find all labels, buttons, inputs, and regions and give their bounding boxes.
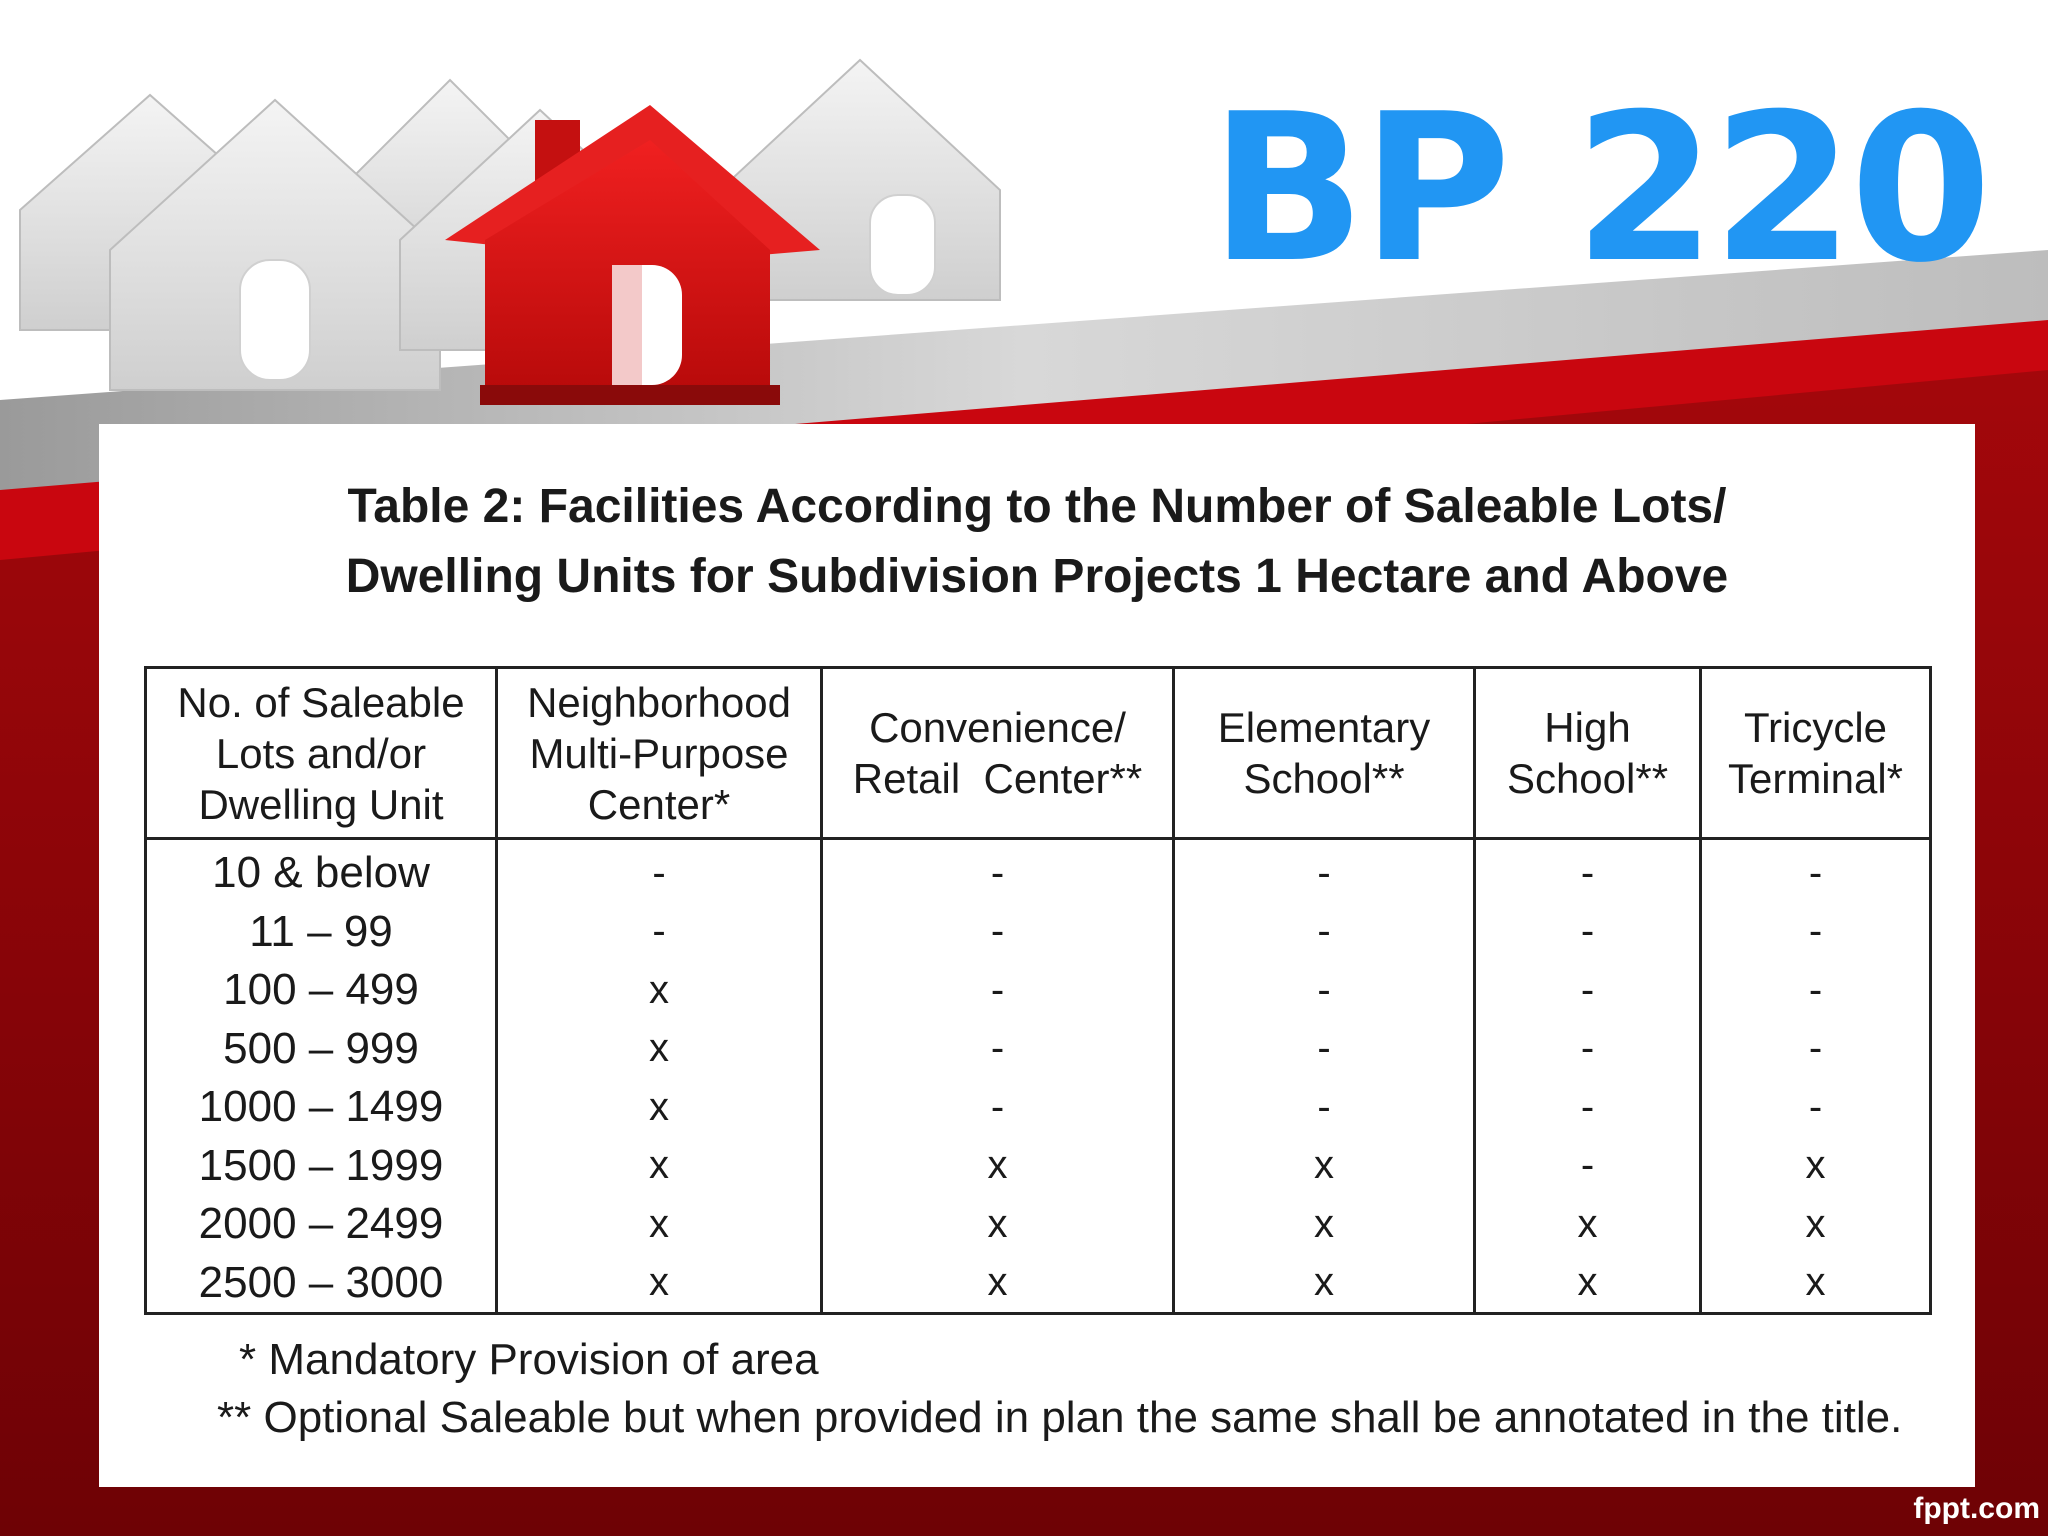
table-header-row xyxy=(146,668,1931,839)
table-row xyxy=(146,961,1931,1020)
header-retail-center: Convenience/ Retail Center** xyxy=(822,668,1174,839)
header-elementary-school: Elementary School** xyxy=(1174,668,1475,839)
facility-cell: - xyxy=(1475,1078,1701,1137)
table-title xyxy=(99,472,1975,612)
facility-cell: x xyxy=(1701,1195,1931,1254)
table-panel xyxy=(99,424,1975,1487)
header-high-school: High School** xyxy=(1475,668,1701,839)
header-multi-purpose-center: Neighborhood Multi-Purpose Center* xyxy=(497,668,822,839)
facility-cell: - xyxy=(1174,961,1475,1020)
facility-cell: - xyxy=(1475,1137,1701,1196)
table-row xyxy=(146,1254,1931,1314)
facility-cell: x xyxy=(1174,1137,1475,1196)
facility-cell: x xyxy=(1174,1195,1475,1254)
table-row xyxy=(146,1195,1931,1254)
facility-cell: - xyxy=(1701,1020,1931,1079)
facility-cell: - xyxy=(822,839,1174,903)
table-title-line-2: Dwelling Units for Subdivision Projects 1 Hectare and Above xyxy=(345,550,1729,603)
facility-cell: x xyxy=(822,1254,1174,1314)
facility-cell: - xyxy=(497,839,822,903)
lots-range-cell: 1000 – 1499 xyxy=(146,1078,497,1137)
facility-cell: - xyxy=(1475,903,1701,962)
facility-cell: - xyxy=(1174,1020,1475,1079)
lots-range-cell: 500 – 999 xyxy=(146,1020,497,1079)
facility-cell: - xyxy=(1174,903,1475,962)
lots-range-cell: 10 & below xyxy=(146,839,497,903)
facility-cell: - xyxy=(1701,961,1931,1020)
facility-cell: x xyxy=(497,1020,822,1079)
lots-range-cell: 2000 – 2499 xyxy=(146,1195,497,1254)
facility-cell: - xyxy=(822,1078,1174,1137)
facility-cell: x xyxy=(497,961,822,1020)
credit-text: fppt.com xyxy=(1913,1492,2040,1525)
facility-cell: - xyxy=(822,1020,1174,1079)
table-row xyxy=(146,1078,1931,1137)
footnote-mandatory: * Mandatory Provision of area xyxy=(239,1335,819,1384)
facility-cell: - xyxy=(1701,1078,1931,1137)
facility-cell: - xyxy=(1174,839,1475,903)
footnote-optional: ** Optional Saleable but when provided in plan the same shall be annotated in the title. xyxy=(217,1393,1903,1442)
facility-cell: x xyxy=(497,1195,822,1254)
facility-cell: x xyxy=(497,1254,822,1314)
facility-cell: - xyxy=(497,903,822,962)
slide-title: BP 220 xyxy=(1210,71,1988,308)
facility-cell: - xyxy=(822,961,1174,1020)
facility-cell: x xyxy=(822,1137,1174,1196)
facility-cell: - xyxy=(1701,903,1931,962)
facility-cell: - xyxy=(1701,839,1931,903)
facility-cell: x xyxy=(822,1195,1174,1254)
lots-range-cell: 100 – 499 xyxy=(146,961,497,1020)
facility-cell: x xyxy=(1174,1254,1475,1314)
table-body xyxy=(146,839,1931,1314)
lots-range-cell: 11 – 99 xyxy=(146,903,497,962)
header-saleable-lots: No. of Saleable Lots and/or Dwelling Unit xyxy=(146,668,497,839)
table-title-line-1: Table 2: Facilities According to the Number of Saleable Lots/ xyxy=(347,480,1727,533)
facilities-table xyxy=(144,666,1932,1315)
table-row xyxy=(146,839,1931,903)
facility-cell: - xyxy=(1475,839,1701,903)
table-row xyxy=(146,903,1931,962)
header-tricycle-terminal: Tricycle Terminal* xyxy=(1701,668,1931,839)
lots-range-cell: 1500 – 1999 xyxy=(146,1137,497,1196)
facility-cell: x xyxy=(497,1137,822,1196)
facility-cell: x xyxy=(497,1078,822,1137)
lots-range-cell: 2500 – 3000 xyxy=(146,1254,497,1314)
facility-cell: - xyxy=(822,903,1174,962)
facility-cell: - xyxy=(1174,1078,1475,1137)
facility-cell: - xyxy=(1475,1020,1701,1079)
table-row xyxy=(146,1137,1931,1196)
facility-cell: x xyxy=(1701,1137,1931,1196)
facility-cell: x xyxy=(1475,1254,1701,1314)
facility-cell: x xyxy=(1701,1254,1931,1314)
facility-cell: - xyxy=(1475,961,1701,1020)
facility-cell: x xyxy=(1475,1195,1701,1254)
table-row xyxy=(146,1020,1931,1079)
